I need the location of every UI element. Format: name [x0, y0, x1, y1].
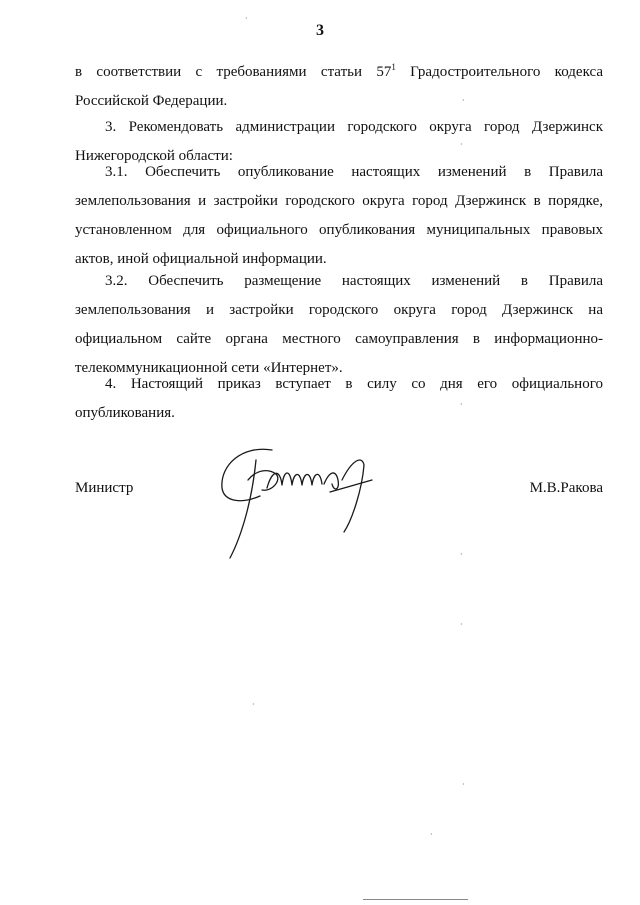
bottom-rule: [363, 899, 468, 900]
paragraph-continuation: [75, 58, 603, 116]
scan-speck: ·: [460, 400, 463, 409]
continuation-text-start: в соответствии с требованиями статьи 57: [75, 64, 392, 80]
scan-speck: ·: [252, 700, 255, 709]
paragraph-item-3: 3. Рекомендовать администрации городского округа город Дзержинск Нижегородской области:: [75, 119, 603, 164]
paragraph-item-3-2: 3.2. Обеспечить размещение настоящих изменений в Правила землепользования и застройки городского округа город Дзержинск на официальном сайте органа местного самоуправления в информационно-телекоммуникационной сети «Интернет».: [75, 273, 603, 376]
paragraph-item-4: 4. Настоящий приказ вступает в силу со дня его официального опубликования.: [75, 376, 603, 421]
signer-name: М.В.Ракова: [529, 480, 603, 496]
scan-speck: ·: [460, 550, 463, 559]
paragraph-item-3-1: 3.1. Обеспечить опубликование настоящих изменений в Правила землепользования и застройки городского округа город Дзержинск в порядке, установленном для официального опубликования муниципальных правовых актов, иной официальной информации.: [75, 164, 603, 267]
continuation-text-end: Градостроительного кодекса Российской Федерации.: [75, 64, 603, 109]
scan-speck: ·: [462, 780, 465, 789]
scan-speck: ·: [430, 830, 433, 839]
scan-speck: ·: [462, 96, 465, 105]
scan-speck: ·: [245, 14, 248, 23]
page-number: 3: [316, 22, 324, 39]
scan-speck: ·: [460, 620, 463, 629]
signer-title: Министр: [75, 480, 134, 496]
scan-speck: ·: [460, 140, 463, 149]
article-superscript: 1: [391, 62, 396, 72]
handwritten-signature: [212, 440, 382, 570]
